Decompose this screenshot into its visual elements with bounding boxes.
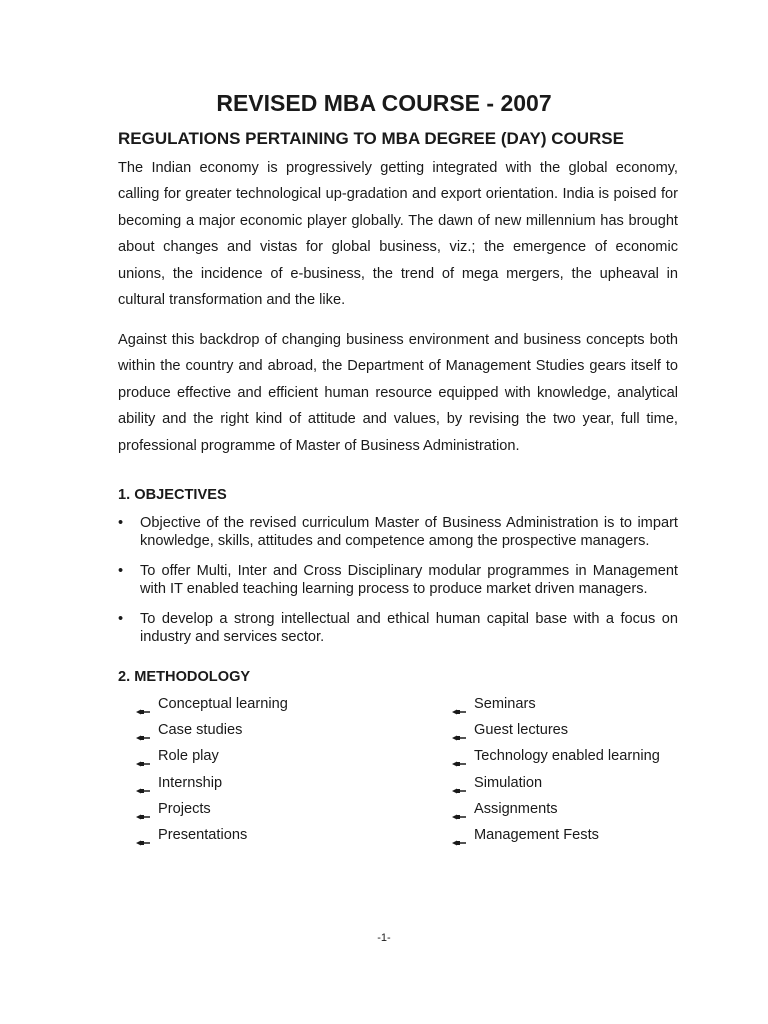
pointing-hand-icon [452,701,466,707]
bullet-icon: • [118,515,124,531]
pointing-hand-icon [452,832,466,838]
document-page: REVISED MBA COURSE - 2007 REGULATIONS PERTAINING TO MBA DEGREE (DAY) COURSE The Indian economy is progressively getting integrated with the global economy, calling for greater technological up-gradation and export orientation. India is poised for becoming a major economic player globally. The dawn of new millennium has brought about changes and vistas for global business, viz.; the emergence of economic unions, the incidence of e-business, the trend of mega mergers, the upheaval in cultural transformation and the like. Against this backdrop of changing business environment and business concepts both within the country and abroad, the Department of Management Studies gears itself to produce effective and efficient human resource equipped with knowledge, analytical ability and the right kind of attitude and values, by revising the two year, full time, professional programme of Master of Business Administration. 1. OBJECTIVES • Objective of the revised curriculum Master of Business Administration is to impart knowledge, skills, attitudes and competence among the prospective managers. • To offer Multi, Inter and Cross Disciplinary modular programmes in Management with IT enabled teaching learning process to produce market driven managers. • To develop a strong intellectual and ethical human capital base with a focus on industry and services sector. 2. METHODOLOGY Conceptual learning Case studies Role play Internship Projects Presentations Seminars Guest lectures Technology enabled learning Simulation Assignments Management Fests -1- [0,0,768,1024]
pointing-hand-icon [136,701,150,707]
intro-paragraph: The Indian economy is progressively getting integrated with the global economy, calling for greater technological up-gradation and export orientation. India is poised for becoming a major economic player globally. The dawn of new millennium has brought about changes and vistas for global business, viz.; the emergence of economic unions, the incidence of e-business, the trend of mega mergers, the upheaval in cultural transformation and the like. [118,160,678,309]
pointing-hand-icon [136,780,150,786]
backdrop-paragraph: Against this backdrop of changing business environment and business concepts both within the country and abroad, the Department of Management Studies gears itself to produce effective and efficient human resource equipped with knowledge, analytical ability and the right kind of attitude and values, by revising the two year, full time, professional programme of Master of Business Administration. [118,332,678,454]
pointing-hand-icon [452,780,466,786]
pointing-hand-icon [136,806,150,812]
pointing-hand-icon [136,727,150,733]
pointing-hand-icon [136,832,150,838]
pointing-hand-icon [452,753,466,759]
objectives-heading: 1. OBJECTIVES [118,487,227,503]
pointing-hand-icon [452,727,466,733]
pointing-hand-icon [452,806,466,812]
bullet-icon: • [118,563,124,579]
objective-item: • Objective of the revised curriculum Master of Business Administration is to impart knowledge, skills, attitudes and competence among the prospective managers. [118,515,678,549]
methodology-heading: 2. METHODOLOGY [118,669,251,685]
objective-item: • To develop a strong intellectual and ethical human capital base with a focus on industry and services sector. [118,611,678,645]
document-subtitle: REGULATIONS PERTAINING TO MBA DEGREE (DAY) COURSE [118,129,624,148]
bullet-icon: • [118,611,124,627]
page-number: -1- [377,932,391,944]
pointing-hand-icon [136,753,150,759]
objective-item: • To offer Multi, Inter and Cross Disciplinary modular programmes in Management with IT enabled teaching learning process to produce market driven managers. [118,563,678,597]
document-title: REVISED MBA COURSE - 2007 [216,90,552,116]
